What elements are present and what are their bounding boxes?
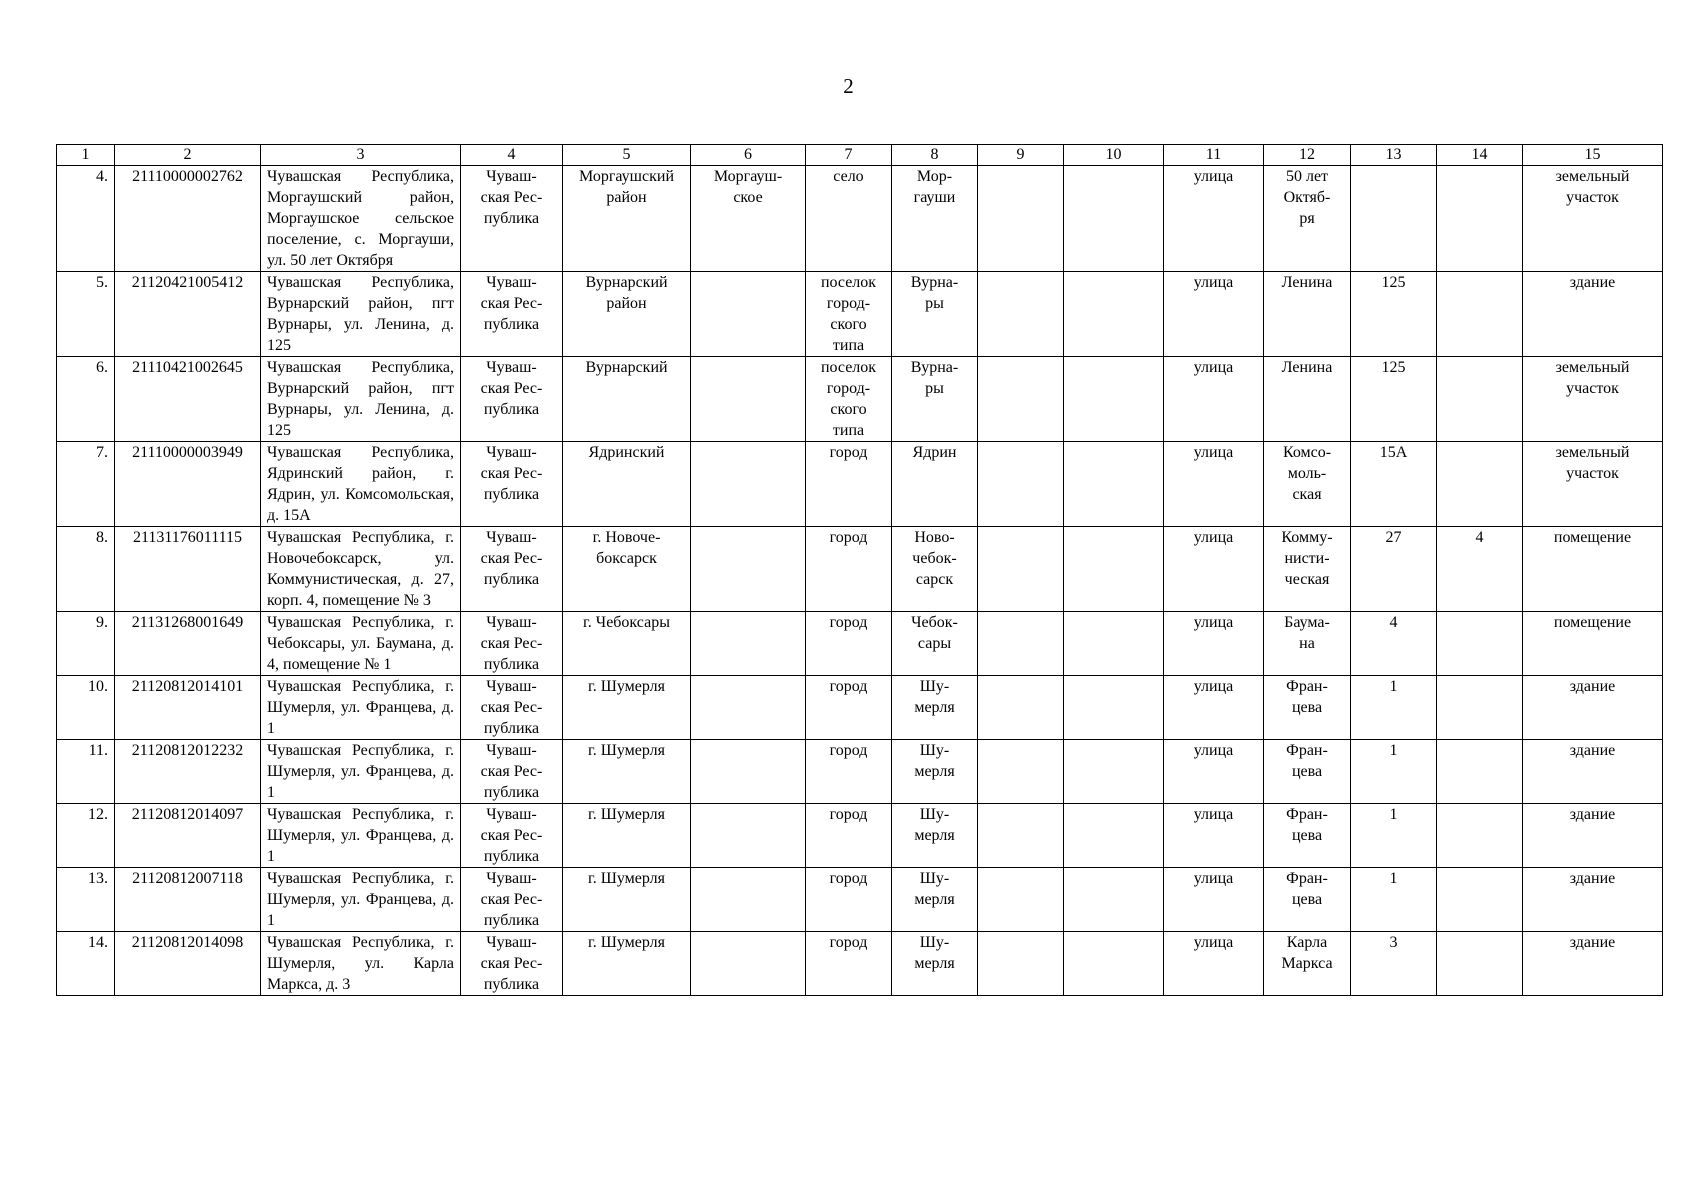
district-cell: г. Шумерля — [563, 740, 691, 804]
full-address-cell: Чувашская Республика, Ядринский район, г. Ядрин, ул. Комсомольская, д. 15А — [261, 442, 461, 527]
object-type-cell: земельный участок — [1523, 166, 1663, 272]
column-10-cell-cell — [1064, 442, 1164, 527]
full-address-cell: Чувашская Республика, г. Шумерля, ул. Францева, д. 1 — [261, 868, 461, 932]
table-row — [57, 740, 1663, 804]
column-header: 15 — [1523, 145, 1663, 166]
column-header: 10 — [1064, 145, 1164, 166]
district-cell: г. Шумерля — [563, 804, 691, 868]
column-header: 2 — [115, 145, 261, 166]
column-header: 9 — [978, 145, 1064, 166]
full-address-cell: Чувашская Республика, г. Чебоксары, ул. Баумана, д. 4, помещение № 1 — [261, 612, 461, 676]
object-code-cell: 21110000002762 — [115, 166, 261, 272]
settlement-cell — [691, 868, 806, 932]
column-10-cell-cell — [1064, 527, 1164, 612]
column-header: 14 — [1437, 145, 1523, 166]
street-name-cell: Ленина — [1264, 272, 1351, 357]
locality-cell: Шу- мерля — [892, 676, 978, 740]
row-number-cell: 14. — [57, 932, 115, 996]
street-name-cell: Комму- нисти- ческая — [1264, 527, 1351, 612]
street-name-cell: Комсо- моль- ская — [1264, 442, 1351, 527]
locality-cell: Вурна- ры — [892, 357, 978, 442]
table-row — [57, 868, 1663, 932]
federal-subject-cell: Чуваш- ская Рес- публика — [461, 612, 563, 676]
column-header: 5 — [563, 145, 691, 166]
house-number-cell: 4 — [1351, 612, 1437, 676]
column-9-cell-cell — [978, 612, 1064, 676]
settlement-cell — [691, 357, 806, 442]
column-header: 1 — [57, 145, 115, 166]
settlement-cell — [691, 272, 806, 357]
object-code-cell: 21120812014101 — [115, 676, 261, 740]
column-9-cell-cell — [978, 357, 1064, 442]
object-type-cell: здание — [1523, 868, 1663, 932]
district-cell: Моргаушский район — [563, 166, 691, 272]
table-row — [57, 612, 1663, 676]
locality-type-cell: город — [806, 868, 892, 932]
locality-cell: Шу- мерля — [892, 804, 978, 868]
settlement-cell: Моргауш- ское — [691, 166, 806, 272]
building-number-cell: 4 — [1437, 527, 1523, 612]
street-type-cell: улица — [1164, 442, 1264, 527]
column-9-cell-cell — [978, 676, 1064, 740]
row-number-cell: 12. — [57, 804, 115, 868]
district-cell: г. Чебоксары — [563, 612, 691, 676]
street-type-cell: улица — [1164, 804, 1264, 868]
row-number-cell: 9. — [57, 612, 115, 676]
street-name-cell: Баума- на — [1264, 612, 1351, 676]
street-name-cell: Фран- цева — [1264, 804, 1351, 868]
column-9-cell-cell — [978, 804, 1064, 868]
district-cell: Вурнарский — [563, 357, 691, 442]
object-code-cell: 21110421002645 — [115, 357, 261, 442]
page-number: 2 — [843, 74, 854, 98]
house-number-cell: 1 — [1351, 740, 1437, 804]
building-number-cell — [1437, 868, 1523, 932]
object-type-cell: земельный участок — [1523, 357, 1663, 442]
full-address-cell: Чувашская Республика, г. Новочебоксарск, ул. Коммунистическая, д. 27, корп. 4, помещение № 3 — [261, 527, 461, 612]
house-number-cell — [1351, 166, 1437, 272]
house-number-cell: 15А — [1351, 442, 1437, 527]
district-cell: Вурнарский район — [563, 272, 691, 357]
house-number-cell: 3 — [1351, 932, 1437, 996]
row-number-cell: 11. — [57, 740, 115, 804]
object-type-cell: здание — [1523, 932, 1663, 996]
street-type-cell: улица — [1164, 612, 1264, 676]
locality-type-cell: поселок город- ского типа — [806, 357, 892, 442]
locality-type-cell: город — [806, 442, 892, 527]
locality-type-cell: город — [806, 676, 892, 740]
table-row — [57, 166, 1663, 272]
settlement-cell — [691, 676, 806, 740]
full-address-cell: Чувашская Республика, г. Шумерля, ул. Францева, д. 1 — [261, 740, 461, 804]
locality-type-cell: поселок город- ского типа — [806, 272, 892, 357]
object-type-cell: здание — [1523, 676, 1663, 740]
object-code-cell: 21120421005412 — [115, 272, 261, 357]
column-9-cell-cell — [978, 442, 1064, 527]
locality-type-cell: город — [806, 932, 892, 996]
table-row — [57, 527, 1663, 612]
building-number-cell — [1437, 612, 1523, 676]
row-number-cell: 5. — [57, 272, 115, 357]
object-type-cell: земельный участок — [1523, 442, 1663, 527]
locality-cell: Ново- чебок- сарск — [892, 527, 978, 612]
building-number-cell — [1437, 442, 1523, 527]
house-number-cell: 1 — [1351, 804, 1437, 868]
column-9-cell-cell — [978, 932, 1064, 996]
address-registry-table — [56, 144, 1663, 996]
table-row — [57, 442, 1663, 527]
locality-cell: Шу- мерля — [892, 932, 978, 996]
street-type-cell: улица — [1164, 740, 1264, 804]
column-header: 6 — [691, 145, 806, 166]
object-code-cell: 21120812014097 — [115, 804, 261, 868]
building-number-cell — [1437, 804, 1523, 868]
building-number-cell — [1437, 166, 1523, 272]
column-header: 7 — [806, 145, 892, 166]
full-address-cell: Чувашская Республика, г. Шумерля, ул. Францева, д. 1 — [261, 804, 461, 868]
column-9-cell-cell — [978, 868, 1064, 932]
street-type-cell: улица — [1164, 868, 1264, 932]
column-header: 4 — [461, 145, 563, 166]
column-header: 13 — [1351, 145, 1437, 166]
district-cell: Ядринский — [563, 442, 691, 527]
row-number-cell: 8. — [57, 527, 115, 612]
object-code-cell: 21110000003949 — [115, 442, 261, 527]
locality-cell: Чебок- сары — [892, 612, 978, 676]
federal-subject-cell: Чуваш- ская Рес- публика — [461, 442, 563, 527]
house-number-cell: 27 — [1351, 527, 1437, 612]
house-number-cell: 125 — [1351, 357, 1437, 442]
street-type-cell: улица — [1164, 676, 1264, 740]
full-address-cell: Чувашская Республика, г. Шумерля, ул. Карла Маркса, д. 3 — [261, 932, 461, 996]
locality-cell: Мор- гауши — [892, 166, 978, 272]
locality-type-cell: город — [806, 527, 892, 612]
table-row — [57, 272, 1663, 357]
column-header: 11 — [1164, 145, 1264, 166]
street-type-cell: улица — [1164, 272, 1264, 357]
federal-subject-cell: Чуваш- ская Рес- публика — [461, 166, 563, 272]
column-10-cell-cell — [1064, 357, 1164, 442]
building-number-cell — [1437, 357, 1523, 442]
street-name-cell: Фран- цева — [1264, 868, 1351, 932]
full-address-cell: Чувашская Республика, г. Шумерля, ул. Францева, д. 1 — [261, 676, 461, 740]
object-type-cell: помещение — [1523, 527, 1663, 612]
building-number-cell — [1437, 676, 1523, 740]
object-code-cell: 21120812012232 — [115, 740, 261, 804]
federal-subject-cell: Чуваш- ская Рес- публика — [461, 740, 563, 804]
locality-type-cell: село — [806, 166, 892, 272]
locality-type-cell: город — [806, 740, 892, 804]
column-9-cell-cell — [978, 740, 1064, 804]
column-10-cell-cell — [1064, 804, 1164, 868]
object-type-cell: здание — [1523, 740, 1663, 804]
street-name-cell: Фран- цева — [1264, 676, 1351, 740]
district-cell: г. Шумерля — [563, 932, 691, 996]
district-cell: г. Шумерля — [563, 868, 691, 932]
building-number-cell — [1437, 740, 1523, 804]
row-number-cell: 10. — [57, 676, 115, 740]
federal-subject-cell: Чуваш- ская Рес- публика — [461, 357, 563, 442]
column-9-cell-cell — [978, 527, 1064, 612]
settlement-cell — [691, 612, 806, 676]
locality-cell: Шу- мерля — [892, 868, 978, 932]
settlement-cell — [691, 932, 806, 996]
locality-cell: Шу- мерля — [892, 740, 978, 804]
table-row — [57, 357, 1663, 442]
street-name-cell: Ленина — [1264, 357, 1351, 442]
street-name-cell: Фран- цева — [1264, 740, 1351, 804]
street-name-cell: 50 лет Октяб- ря — [1264, 166, 1351, 272]
street-name-cell: Карла Маркса — [1264, 932, 1351, 996]
table-row — [57, 932, 1663, 996]
locality-type-cell: город — [806, 612, 892, 676]
object-code-cell: 21131268001649 — [115, 612, 261, 676]
column-10-cell-cell — [1064, 676, 1164, 740]
house-number-cell: 1 — [1351, 676, 1437, 740]
federal-subject-cell: Чуваш- ская Рес- публика — [461, 272, 563, 357]
column-9-cell-cell — [978, 272, 1064, 357]
federal-subject-cell: Чуваш- ская Рес- публика — [461, 527, 563, 612]
object-code-cell: 21120812014098 — [115, 932, 261, 996]
district-cell: г. Новоче- боксарск — [563, 527, 691, 612]
settlement-cell — [691, 740, 806, 804]
building-number-cell — [1437, 272, 1523, 357]
full-address-cell: Чувашская Республика, Вурнарский район, пгт Вурнары, ул. Ленина, д. 125 — [261, 272, 461, 357]
object-type-cell: здание — [1523, 804, 1663, 868]
federal-subject-cell: Чуваш- ская Рес- публика — [461, 676, 563, 740]
column-10-cell-cell — [1064, 166, 1164, 272]
locality-cell: Ядрин — [892, 442, 978, 527]
table-row — [57, 676, 1663, 740]
house-number-cell: 125 — [1351, 272, 1437, 357]
column-10-cell-cell — [1064, 740, 1164, 804]
object-code-cell: 21120812007118 — [115, 868, 261, 932]
federal-subject-cell: Чуваш- ская Рес- публика — [461, 932, 563, 996]
column-10-cell-cell — [1064, 272, 1164, 357]
object-type-cell: помещение — [1523, 612, 1663, 676]
column-header: 8 — [892, 145, 978, 166]
street-type-cell: улица — [1164, 932, 1264, 996]
street-type-cell: улица — [1164, 357, 1264, 442]
column-10-cell-cell — [1064, 612, 1164, 676]
settlement-cell — [691, 527, 806, 612]
row-number-cell: 7. — [57, 442, 115, 527]
table-body — [57, 166, 1663, 996]
federal-subject-cell: Чуваш- ская Рес- публика — [461, 804, 563, 868]
row-number-cell: 4. — [57, 166, 115, 272]
full-address-cell: Чувашская Республика, Вурнарский район, пгт Вурнары, ул. Ленина, д. 125 — [261, 357, 461, 442]
district-cell: г. Шумерля — [563, 676, 691, 740]
object-code-cell: 21131176011115 — [115, 527, 261, 612]
column-9-cell-cell — [978, 166, 1064, 272]
house-number-cell: 1 — [1351, 868, 1437, 932]
federal-subject-cell: Чуваш- ская Рес- публика — [461, 868, 563, 932]
column-number-header-row — [57, 145, 1663, 166]
column-10-cell-cell — [1064, 932, 1164, 996]
street-type-cell: улица — [1164, 527, 1264, 612]
row-number-cell: 13. — [57, 868, 115, 932]
locality-cell: Вурна- ры — [892, 272, 978, 357]
row-number-cell: 6. — [57, 357, 115, 442]
column-header: 3 — [261, 145, 461, 166]
full-address-cell: Чувашская Республика, Моргаушский район, Моргаушское сельское поселение, с. Моргауши, ул. 50 лет Октября — [261, 166, 461, 272]
object-type-cell: здание — [1523, 272, 1663, 357]
locality-type-cell: город — [806, 804, 892, 868]
column-10-cell-cell — [1064, 868, 1164, 932]
column-header: 12 — [1264, 145, 1351, 166]
table-row — [57, 804, 1663, 868]
street-type-cell: улица — [1164, 166, 1264, 272]
settlement-cell — [691, 442, 806, 527]
building-number-cell — [1437, 932, 1523, 996]
settlement-cell — [691, 804, 806, 868]
